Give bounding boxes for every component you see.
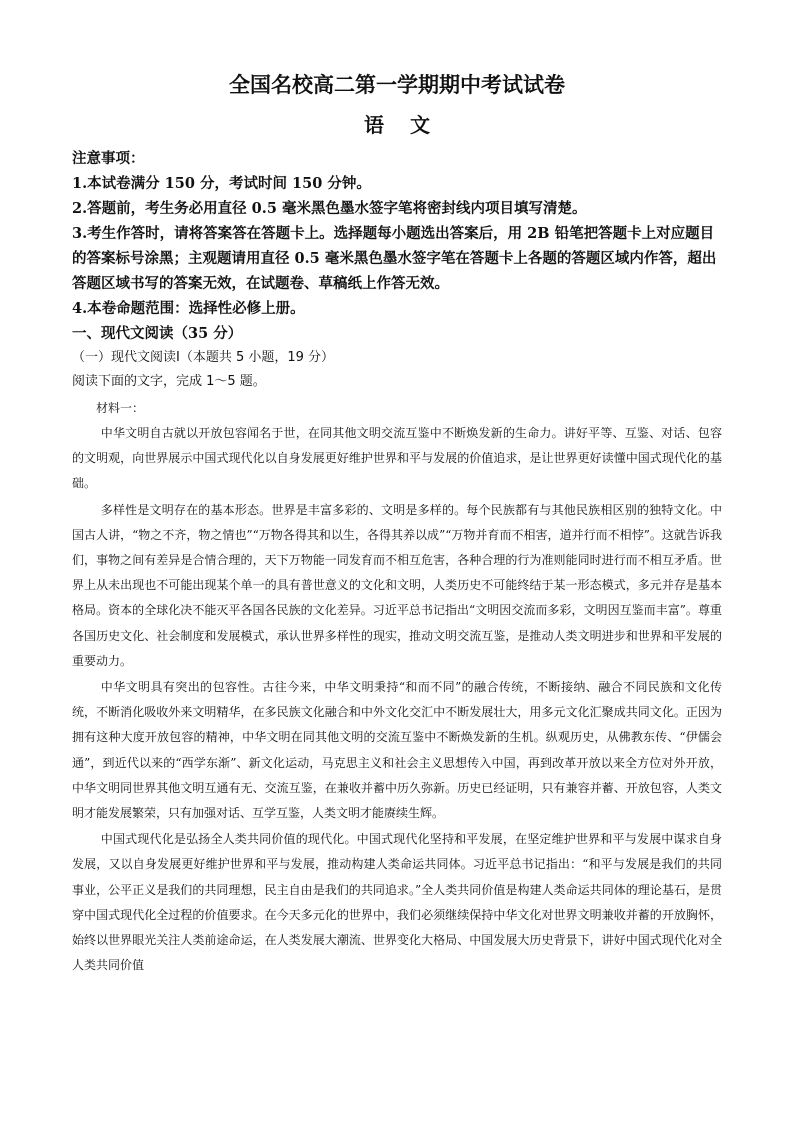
passage-paragraph: 中华文明具有突出的包容性。古往今来，中华文明秉持“和而不同”的融合传统，不断接纳、融合不同民族和文化传统，不断消化吸收外来文明精华，在多民族文化融合和中外文化交汇中不断发展壮大，用多元文化汇聚成共同文化。正因为拥有这种大度开放包容的精神，中华文明在同其他文明的交流互鉴中不断焕发新的生机。纵观历史，从佛教东传、“伊儒会通”，到近代以来的“西学东渐”、新文化运动，马克思主义和社会主义思想传入中国，再到改革开放以来全方位对外开放，中华文明同世界其他文明互通有无、交流互鉴，在兼收并蓄中历久弥新。历史已经证明，只有兼容并蓄、开放包容，人类文明才能发展繁荣，只有加强对话、互学互鉴，人类文明才能赓续生辉。 — [72, 680, 722, 821]
passage-paragraph: 多样性是文明存在的基本形态。世界是丰富多彩的、文明是多样的。每个民族都有与其他民族相区别的独特文化。中国古人讲，“物之不齐，物之情也”“万物各得其和以生，各得其养以成”“万物并育而不相害，道并行而不相悖”。这就告诉我们，事物之间有差异是合情合理的，天下万物能一同发育而不相互危害，各种合理的行为准则能同时进行而不相互矛盾。世界上从未出现也不可能出现某个单一的具有普世意义的文化和文明，人类历史不可能终结于某一形态模式，多元并存是基本格局。资本的全球化决不能灭平各国各民族的文化差异。习近平总书记指出“文明因交流而多彩，文明因互鉴而丰富”。尊重各国历史文化、社会制度和发展模式，承认世界多样性的现实，推动文明交流互鉴，是推动人类文明进步和世界和平发展的重要动力。 — [72, 502, 722, 668]
passage-paragraph: 中华文明自古就以开放包容闻名于世，在同其他文明交流互鉴中不断焕发新的生命力。讲好平等、互鉴、对话、包容的文明观，向世界展示中国式现代化以自身发展更好维护世界和平与发展的价值追求，是让世界更好读懂中国式现代化的基础。 — [72, 426, 722, 491]
exam-title: 全国名校高二第一学期期中考试试卷 — [229, 72, 565, 97]
note-item: 3.考生作答时，请将答案答在答题卡上。选择题每小题选出答案后，用 2B 铅笔把答题卡上对应题目的答案标号涂黑；主观题请用直径 0.5 毫米黑色墨水签字笔在答题卡上各题的答题区域内作答，超出答题区域书写的答案无效，在试题卷、草稿纸上作答无效。 — [72, 225, 717, 292]
material-label: 材料一： — [96, 401, 145, 415]
notes-heading: 注意事项： — [72, 150, 145, 167]
exam-page — [72, 70, 722, 979]
reading-instruction: 阅读下面的文字，完成 1～5 题。 — [72, 374, 266, 389]
note-item: 4.本卷命题范围：选择性必修上册。 — [72, 300, 305, 317]
passage-paragraph: 中国式现代化是弘扬全人类共同价值的现代化。中国式现代化坚持和平发展，在坚定维护世界和平与发展中谋求自身发展，又以自身发展更好维护世界和平与发展，推动构建人类命运共同体。习近平总书记指出：“和平与发展是我们的共同事业，公平正义是我们的共同理想，民主自由是我们的共同追求。”全人类共同价值是构建人类命运共同体的理论基石，是贯穿中国式现代化全过程的价值要求。在今天多元化的世界中，我们必须继续保持中华文化对世界文明兼收并蓄的开放胸怀，始终以世界眼光关注人类前途命运，在人类发展大潮流、世界变化大格局、中国发展大历史背景下，讲好中国式现代化对全人类共同价值 — [72, 832, 722, 973]
section-heading: 一、现代文阅读（35 分） — [72, 325, 243, 342]
note-item: 1.本试卷满分 150 分，考试时间 150 分钟。 — [72, 175, 371, 192]
note-item: 2.答题前，考生务必用直径 0.5 毫米黑色墨水签字笔将密封线内项目填写清楚。 — [72, 200, 587, 217]
subsection-heading: （一）现代文阅读Ⅰ（本题共 5 小题，19 分） — [72, 350, 335, 365]
notes-block — [72, 146, 722, 321]
subject-title: 语文 — [364, 113, 456, 137]
